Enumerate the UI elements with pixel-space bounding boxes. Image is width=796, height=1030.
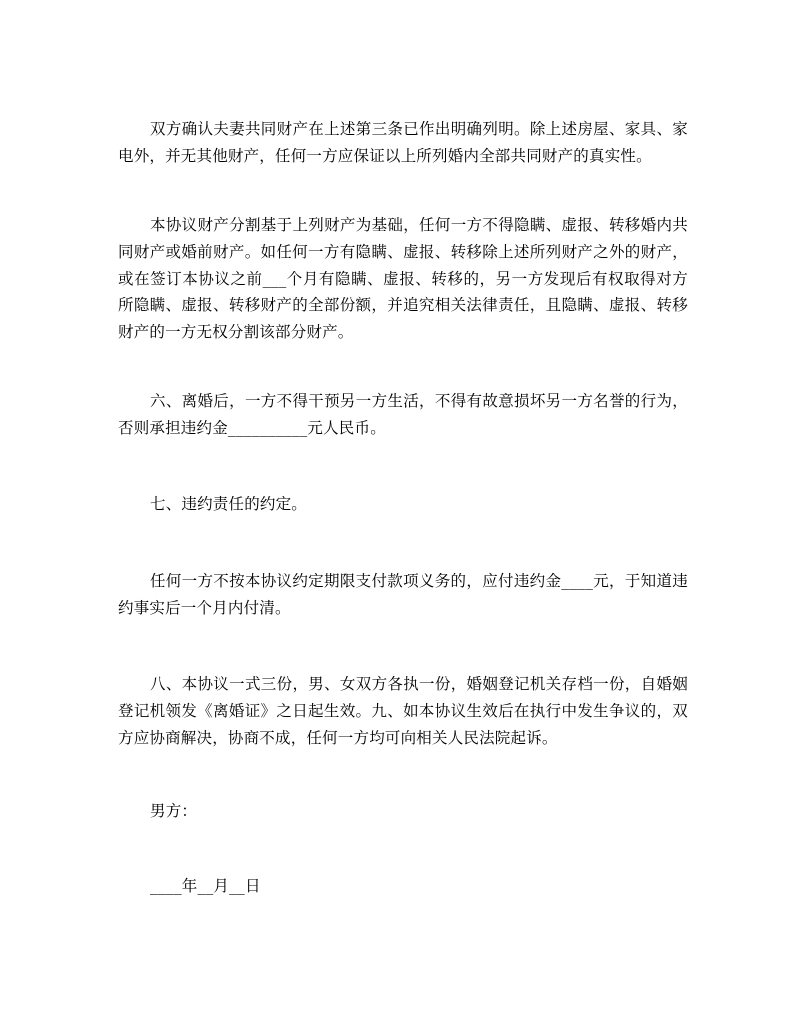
- paragraph-clause-eight-nine: 八、本协议一式三份，男、女双方各执一份，婚姻登记机关存档一份，自婚姻登记机领发《离婚证》之日起生效。九、如本协议生效后在执行中发生争议的，双方应协商解决，协商不成，任何一方均可向相关人民法院起诉。: [118, 675, 688, 747]
- paragraph-property-division: 本协议财产分割基于上列财产为基础，任何一方不得隐瞒、虚报、转移婚内共同财产或婚前财产。如任何一方有隐瞒、虚报、转移除上述所列财产之外的财产，或在签订本协议之前___个月有隐瞒、虚报、转移的，另一方发现后有权取得对方所隐瞒、虚报、转移财产的全部份额，并追究相关法律责任，且隐瞒、虚报、转移财产的一方无权分割该部分财产。: [118, 216, 688, 342]
- signature-male-party: 男方：: [150, 802, 198, 820]
- signature-date: ____年__月__日: [150, 877, 261, 895]
- paragraph-property-confirmation: 双方确认夫妻共同财产在上述第三条已作出明确列明。除上述房屋、家具、家电外，并无其他财产，任何一方应保证以上所列婚内全部共同财产的真实性。: [118, 120, 688, 165]
- paragraph-clause-seven-heading: 七、违约责任的约定。: [150, 495, 308, 513]
- paragraph-clause-six: 六、离婚后，一方不得干预另一方生活，不得有故意损坏另一方名誉的行为，否则承担违约金__________元人民币。: [118, 392, 688, 437]
- paragraph-breach-penalty: 任何一方不按本协议约定期限支付款项义务的，应付违约金____元，于知道违约事实后一个月内付清。: [118, 572, 688, 617]
